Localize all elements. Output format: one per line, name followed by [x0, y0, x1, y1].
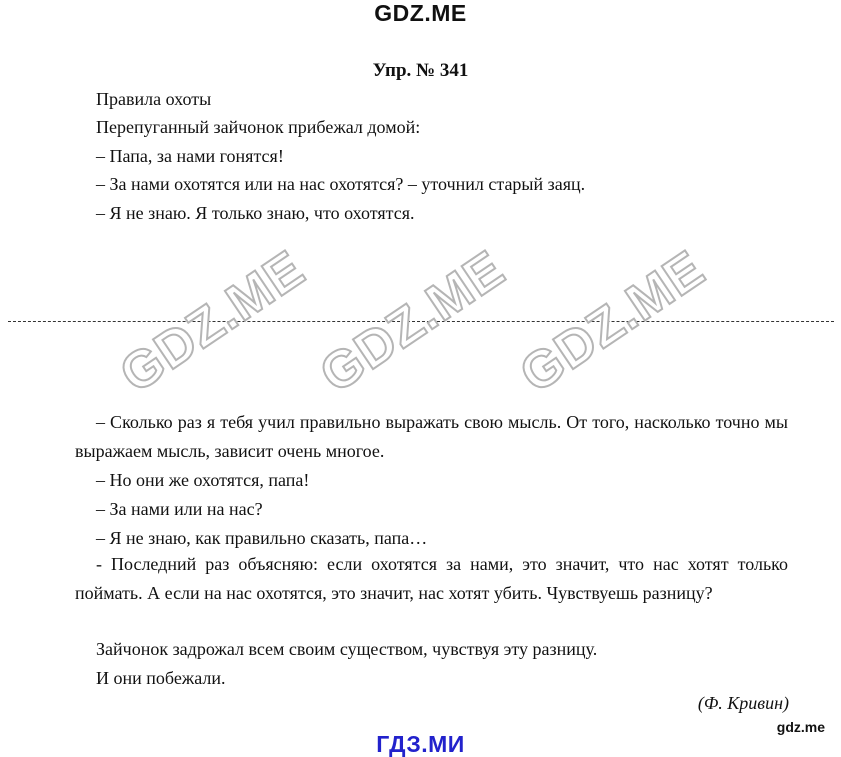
paragraph: – За нами или на нас?: [96, 499, 263, 519]
text-line: Перепуганный зайчонок прибежал домой:: [96, 117, 421, 137]
exercise-title: Упр. № 341: [372, 60, 469, 81]
text-line: Правила охоты: [96, 89, 212, 109]
corner-watermark: gdz.me: [776, 719, 825, 735]
watermark: GDZ.ME: [510, 239, 716, 405]
text-line: – За нами охотятся или на нас охотятся? – уточнил старый заяц.: [96, 174, 586, 194]
watermark: GDZ.ME: [310, 239, 516, 405]
paragraph: – Я не знаю, как правильно сказать, папа…: [96, 528, 428, 548]
site-footer: ГДЗ.МИ: [376, 731, 465, 757]
paragraph: – Сколько раз я тебя учил правильно выражать свою мысль. От того, насколько точно мы выражаем мысль, зависит очень многое.: [75, 412, 788, 461]
paragraph: – Но они же охотятся, папа!: [96, 470, 310, 490]
author-attribution: (Ф. Кривин): [697, 693, 789, 713]
text-line: – Я не знаю. Я только знаю, что охотятся.: [96, 203, 415, 223]
text-line: – Папа, за нами гонятся!: [96, 146, 284, 166]
paragraph: - Последний раз объясняю: если охотятся за нами, это значит, что нас хотят только поймать. А если на нас охотятся, это значит, нас хотят убить. Чувствуешь разницу?: [75, 554, 788, 603]
paragraph: И они побежали.: [96, 668, 226, 688]
site-header: GDZ.ME: [374, 0, 467, 26]
watermark: GDZ.ME: [110, 239, 316, 405]
paragraph: Зайчонок задрожал всем своим существом, чувствуя эту разницу.: [96, 639, 598, 659]
